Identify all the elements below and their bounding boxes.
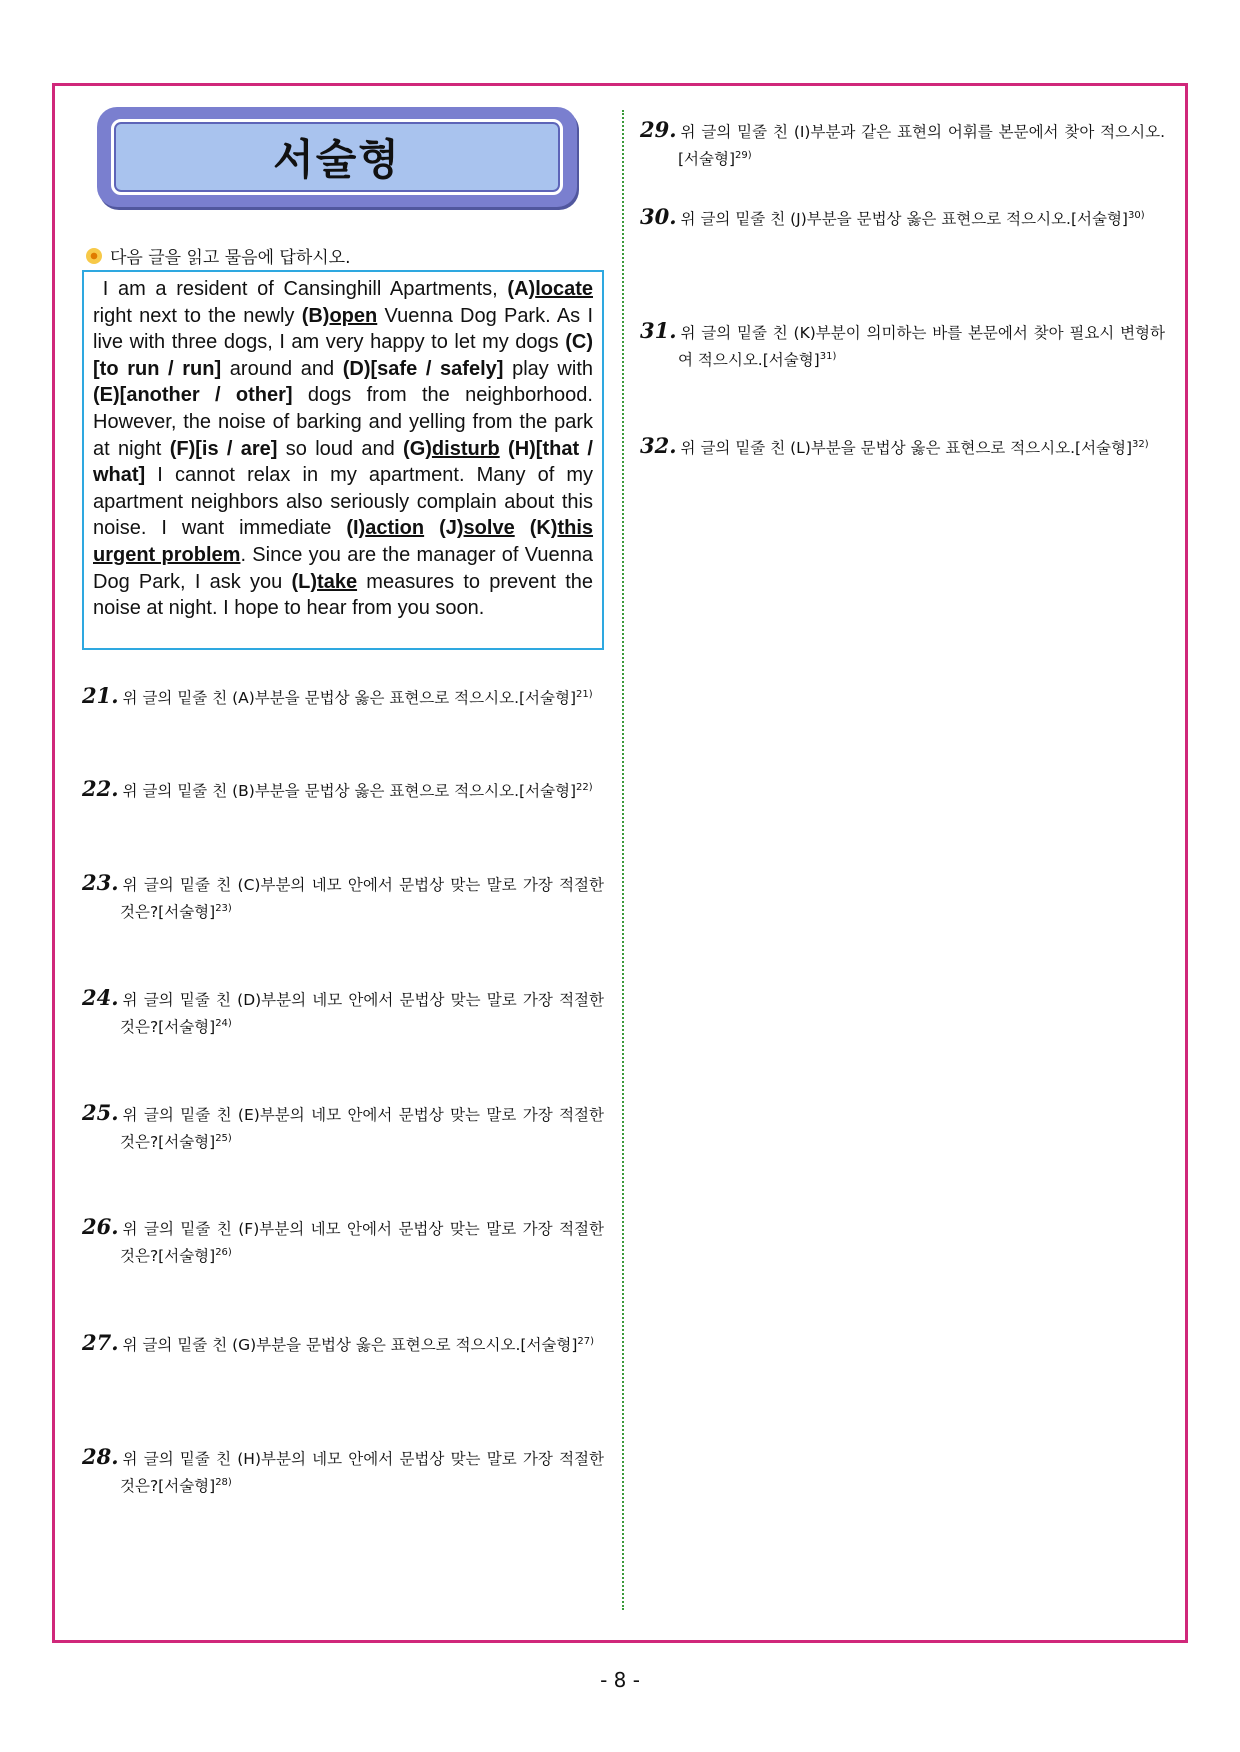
- page-number: - 8 -: [600, 1668, 640, 1692]
- question-22: 22. 위 글의 밑줄 친 (B)부분을 문법상 옳은 표현으로 적으시오.[서술형]$^{22)}$: [82, 776, 593, 802]
- reading-passage: [82, 270, 604, 650]
- passage-text: I am a resident of Cansinghill Apartments,: [102, 278, 508, 300]
- question-29: 29. 위 글의 밑줄 친 (I)부분과 같은 표현의 어휘를 본문에서 찾아 적으시오.[서술형]$^{29)}$: [640, 117, 1165, 169]
- marker-c: (C)[to run / run]: [93, 331, 593, 380]
- passage-text: so loud and: [277, 437, 404, 460]
- marker-g: (G)disturb: [403, 437, 500, 460]
- question-24: 24. 위 글의 밑줄 친 (D)부분의 네모 안에서 문법상 맞는 말로 가장 적절한 것은?[서술형]$^{24)}$: [82, 985, 604, 1037]
- passage-text: measures to prevent the noise at night. I hope to hear from you soon.: [93, 570, 594, 620]
- passage-text: around and: [221, 357, 343, 380]
- marker-b: (B)open: [301, 304, 378, 327]
- question-25: 25. 위 글의 밑줄 친 (E)부분의 네모 안에서 문법상 맞는 말로 가장 적절한 것은?[서술형]$^{25)}$: [82, 1100, 604, 1152]
- marker-i: (I)action: [346, 517, 425, 540]
- question-23: 23. 위 글의 밑줄 친 (C)부분의 네모 안에서 문법상 맞는 말로 가장 적절한 것은?[서술형]$^{23)}$: [82, 870, 604, 922]
- section-title-badge: [97, 107, 577, 207]
- passage-text: right next to the newly: [93, 304, 302, 327]
- question-26: 26. 위 글의 밑줄 친 (F)부분의 네모 안에서 문법상 맞는 말로 가장 적절한 것은?[서술형]$^{26)}$: [82, 1214, 604, 1266]
- marker-f: (F)[is / are]: [169, 437, 278, 460]
- column-divider: [622, 110, 624, 1610]
- marker-a: (A)locate: [507, 278, 593, 300]
- marker-l: (L)take: [291, 570, 358, 593]
- passage-text: . Since you are the manager of Vuenna Dog Park, I ask you: [93, 543, 594, 593]
- question-21: 21. 위 글의 밑줄 친 (A)부분을 문법상 옳은 표현으로 적으시오.[서술형]$^{21)}$: [82, 683, 593, 709]
- marker-k: (K)this urgent problem: [93, 517, 594, 566]
- passage-text: dogs from the neighborhood. However, the noise of barking and yelling from the park at night: [93, 384, 593, 460]
- marker-h: (H)[that / what]: [93, 437, 593, 487]
- question-28: 28. 위 글의 밑줄 친 (H)부분의 네모 안에서 문법상 맞는 말로 가장 적절한 것은?[서술형]$^{28)}$: [82, 1444, 604, 1496]
- instruction: [86, 243, 351, 268]
- passage-text: Vuenna Dog Park. As I live with three dogs, I am very happy to let my dogs: [93, 304, 593, 354]
- instruction-text: 다음 글을 읽고 물음에 답하시오.: [110, 248, 351, 268]
- flower-icon: [86, 248, 102, 264]
- marker-j: (J)solve: [439, 517, 515, 540]
- question-32: 32. 위 글의 밑줄 친 (L)부분을 문법상 옳은 표현으로 적으시오.[서술형]$^{32)}$: [640, 433, 1149, 459]
- marker-d: (D)[safe / safely]: [342, 357, 504, 380]
- section-title: 서술형: [111, 119, 563, 195]
- question-30: 30. 위 글의 밑줄 친 (J)부분을 문법상 옳은 표현으로 적으시오.[서술형]$^{30)}$: [640, 204, 1145, 230]
- marker-e: (E)[another / other]: [93, 384, 293, 407]
- question-27: 27. 위 글의 밑줄 친 (G)부분을 문법상 옳은 표현으로 적으시오.[서술형]$^{27)}$: [82, 1330, 595, 1356]
- passage-text: I cannot relax in my apartment. Many of my apartment neighbors also seriously complain about this noise. I want immediate: [93, 464, 593, 540]
- question-31: 31. 위 글의 밑줄 친 (K)부분이 의미하는 바를 본문에서 찾아 필요시 변형하여 적으시오.[서술형]$^{31)}$: [640, 318, 1165, 370]
- passage-text: play with: [503, 357, 593, 380]
